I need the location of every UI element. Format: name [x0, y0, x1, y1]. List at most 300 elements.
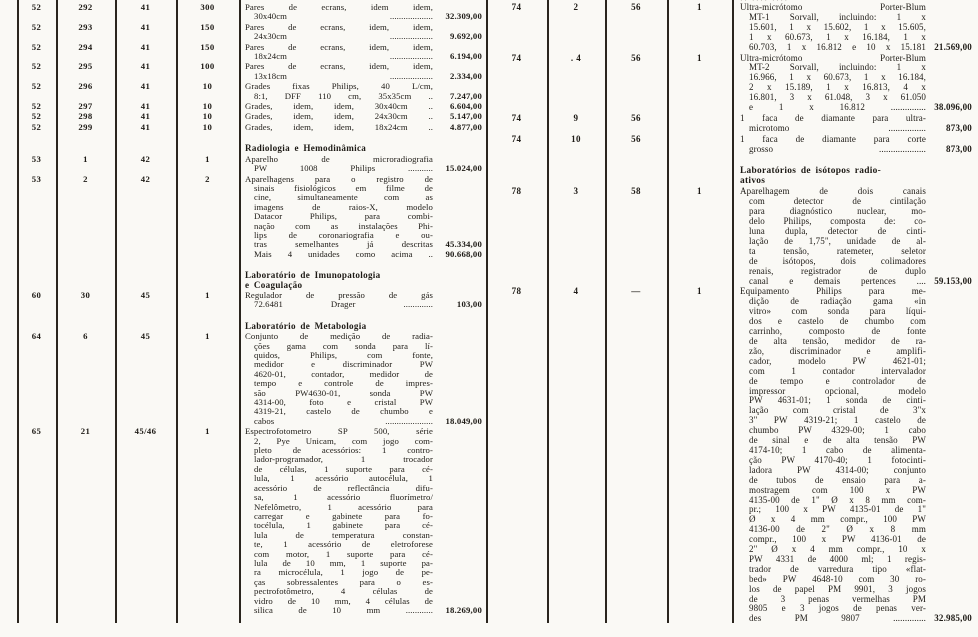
description-lines — [732, 187, 926, 286]
description-line: 16.966, 1 x 60.673, 1 x 16.184, — [749, 72, 926, 83]
description-lines — [239, 23, 433, 42]
col-code-number: 56 — [631, 2, 641, 12]
description-line: bed» PW 4648-10 com 30 ro- — [749, 573, 926, 584]
description-line: lips de coronariografia e ou- — [254, 229, 433, 240]
description-cell — [239, 82, 486, 101]
col-sub-number: 292 — [78, 2, 93, 12]
price-cell — [433, 62, 486, 81]
col-code-number: 42 — [140, 153, 151, 164]
description-line: PW 4331 de 4000 ml; 1 regis- — [749, 553, 926, 564]
col-item-number: 52 — [31, 81, 42, 92]
col-sub-number: 10 — [571, 133, 581, 144]
table-row — [17, 82, 486, 101]
col-sub-number: 295 — [78, 61, 93, 72]
table-row — [17, 123, 486, 132]
description-line: Grades, idem, idem, 24x30cm .. — [245, 111, 433, 122]
table-left-half — [17, 3, 486, 615]
description-lines — [239, 144, 433, 153]
col-item-number: 74 — [511, 2, 522, 12]
description-line: de alta tensão, medidor de ra- — [749, 336, 926, 346]
description-line: são PW4630-01, sonda PW — [254, 387, 433, 398]
col-quantity: 1 — [697, 52, 702, 63]
description-line: pectrofotômetro, 4 células de — [254, 586, 433, 597]
col-sub-number: 6 — [83, 331, 88, 342]
col-quantity: 100 — [200, 61, 215, 72]
section-heading-row — [17, 322, 486, 331]
price-cell — [926, 135, 978, 155]
description-line: sinais fisiológicos em filme de — [254, 182, 433, 193]
col-code-number: 41 — [140, 101, 151, 112]
col-code-number: 56 — [631, 112, 641, 123]
description-line: 4174-10; 1 cabo de alimenta- — [749, 444, 926, 455]
description-lines — [732, 114, 926, 134]
col-code-number: 41 — [140, 2, 151, 12]
description-lines — [239, 3, 433, 22]
description-line: Mais 4 unidades como acima .. — [254, 248, 433, 259]
heading-line: ativos — [740, 175, 766, 186]
price-cell — [433, 322, 486, 331]
description-line: cine, simultaneamente com as — [254, 192, 433, 203]
col-code-number: 56 — [631, 52, 641, 63]
description-cell — [239, 144, 486, 153]
description-line: zão, discriminador e amplifi- — [749, 345, 926, 356]
description-line: de tempo e controlador de — [749, 375, 926, 386]
col-sub-number: 2 — [83, 173, 88, 184]
table-row — [17, 332, 486, 426]
description-line: 15.601, 1 x 15.602, 1 x 15.605, — [749, 21, 926, 32]
price-cell — [926, 3, 978, 53]
col-sub-number: 30 — [80, 289, 91, 300]
col-quantity: 1 — [697, 186, 702, 197]
price-value: 5.147,00 — [449, 111, 482, 122]
price-cell — [433, 82, 486, 101]
description-cell — [239, 175, 486, 260]
description-line: de células, 1 suporte para cé- — [254, 463, 433, 474]
description-line: Equipamento Philips para me- — [740, 286, 926, 297]
col-quantity: 10 — [202, 81, 213, 92]
col-sub-number: 296 — [78, 81, 93, 92]
col-sub-number: 299 — [78, 121, 93, 132]
description-line: vitro» com sonda para líqui- — [749, 306, 926, 317]
description-lines — [239, 175, 433, 260]
col-sub-number: 298 — [78, 111, 93, 122]
description-lines — [239, 82, 433, 101]
description-line: 72.6481 Drager ............. — [254, 299, 433, 310]
table-row — [17, 62, 486, 81]
description-line: 4314-00, foto e cristal PW — [254, 397, 433, 408]
description-line: MT-1 Sorvall, incluindo: 1 x — [749, 11, 926, 22]
price-cell — [433, 175, 486, 260]
description-line: 30x40cm ................... — [254, 11, 433, 22]
description-cell — [239, 112, 486, 121]
col-sub-number: 21 — [80, 426, 91, 437]
description-lines — [732, 54, 926, 113]
description-line: medidor e discriminador PW — [254, 359, 433, 370]
price-value: 873,00 — [946, 143, 972, 154]
description-line: los de papel PM 9901, 3 jogos — [749, 583, 926, 594]
col-sub-number: 297 — [78, 101, 93, 112]
description-line: 2" Ø x 4 mm compr., 10 x — [749, 544, 926, 555]
col-item-number: 53 — [31, 153, 42, 164]
price-value: 2.334,00 — [449, 70, 482, 81]
description-line: Ø x 4 mm compr., 100 PW — [749, 514, 926, 525]
description-cell — [239, 123, 486, 132]
col-sub-number: 2 — [573, 2, 579, 12]
price-cell — [926, 187, 978, 286]
table-row — [486, 135, 978, 155]
description-line: tocélula, 1 gabinete para cé- — [254, 520, 433, 531]
description-line: Grades, idem, idem, 30x40cm .. — [245, 101, 433, 112]
col-code-number: 56 — [631, 133, 641, 144]
description-line: ta tensão, ratemeter, seletor — [749, 245, 926, 256]
col-code-number: 41 — [140, 81, 151, 92]
table-right-half — [486, 3, 978, 624]
description-line: MT-2 Sorvall, incluindo: 1 x — [749, 62, 926, 73]
description-lines — [239, 123, 433, 132]
description-line: Pares de ecrans, idem, idem, — [245, 61, 433, 72]
description-line: 24x30cm ................... — [254, 31, 433, 42]
col-item-number: 78 — [511, 186, 522, 197]
heading-line: Laboratório de Imunopatologia — [245, 270, 381, 281]
description-line: ções gama com sonda para lí- — [254, 340, 433, 351]
description-line: 60.703, 1 x 16.812 e 10 x 15.181 — [749, 41, 926, 52]
col-item-number: 74 — [511, 52, 522, 63]
col-code-number: 42 — [140, 173, 151, 184]
col-code-number: 41 — [140, 121, 151, 132]
col-sub-number: 294 — [78, 41, 93, 52]
description-line: lula de 10 mm, 1 suporte pa- — [254, 557, 433, 568]
col-sub-number: 293 — [78, 21, 93, 32]
col-item-number: 52 — [31, 2, 42, 12]
price-value: 103,00 — [456, 299, 482, 310]
description-cell — [732, 135, 978, 155]
col-item-number: 53 — [31, 173, 42, 184]
description-cell — [732, 3, 978, 53]
description-line: Aparelhagens para o registro de — [245, 173, 433, 184]
price-cell — [433, 332, 486, 426]
description-line: ção PW 4170-40; 1 fotocinti- — [749, 454, 926, 465]
description-line: Regulador de pressão de gás — [245, 289, 433, 300]
price-value: 18.269,00 — [445, 604, 482, 615]
table-row — [486, 3, 978, 53]
description-line: 1 faca de diamante para corte — [740, 133, 926, 144]
description-line: com 1 contador intervalador — [749, 365, 926, 376]
description-line: lula de temperatura constan- — [254, 529, 433, 540]
description-cell — [732, 167, 978, 187]
description-line: 1 x 60.673, 1 x 16.184, 1 x — [749, 31, 926, 42]
description-line: carrinho, composto de fonte — [749, 326, 926, 337]
col-quantity: 1 — [205, 289, 210, 300]
description-lines — [239, 43, 433, 62]
price-cell — [433, 112, 486, 121]
price-cell — [433, 102, 486, 111]
col-quantity: 1 — [205, 426, 210, 437]
description-line: de 3 penas vermelhas PM — [749, 593, 926, 604]
description-line: com detector de cintilação — [749, 196, 926, 207]
description-lines — [732, 167, 926, 187]
col-quantity: 150 — [200, 21, 215, 32]
description-line: pr.; 100 x PW 4135-01 de 1" — [749, 504, 926, 515]
description-line: 1 faca de diamante para ultra- — [740, 112, 926, 123]
description-line: Conjunto de medição de radia- — [245, 331, 433, 342]
description-line: 4136-00 de 2" Ø x 8 mm — [749, 524, 926, 535]
description-line: des PM 9807 .............. — [749, 613, 926, 624]
price-cell — [926, 287, 978, 624]
description-lines — [239, 291, 433, 310]
description-line: imagens de raios-X, modelo — [254, 201, 433, 212]
col-item-number: 52 — [31, 101, 42, 112]
price-value: 59.153,00 — [934, 275, 972, 286]
col-quantity: 1 — [205, 153, 210, 164]
price-cell — [926, 54, 978, 113]
description-cell — [239, 291, 486, 310]
col-quantity: 2 — [205, 173, 210, 184]
col-code-number: 41 — [140, 21, 151, 32]
col-code-number: 41 — [140, 61, 151, 72]
description-lines — [239, 112, 433, 121]
table-row — [17, 23, 486, 42]
price-value: 6.194,00 — [449, 51, 482, 62]
price-value: 90.668,00 — [445, 248, 482, 259]
description-line: renais, registrador de duplo — [749, 265, 926, 276]
description-line: mostragem com 100 x PW — [749, 484, 926, 495]
col-sub-number: . 4 — [570, 52, 582, 63]
description-line: 13x18cm ................... — [254, 70, 433, 81]
col-quantity: 10 — [202, 111, 213, 122]
price-value: 9.692,00 — [449, 31, 482, 42]
description-line: silica de 10 mm ............ — [254, 604, 433, 615]
description-line: de isótopos, dois colimadores — [749, 255, 926, 266]
col-code-number: 45/46 — [134, 426, 157, 437]
price-cell — [433, 3, 486, 22]
description-line: 18x24cm ................... — [254, 51, 433, 62]
description-line: Nefelômetro, 1 acessório para — [254, 501, 433, 512]
description-lines — [732, 287, 926, 624]
description-line: lação com cristal de 3"x — [749, 405, 926, 416]
col-quantity: 1 — [697, 286, 702, 297]
description-line: compr., 100 x PW 4136-01 de — [749, 534, 926, 545]
description-line: tempo e controle de impres- — [254, 378, 433, 389]
description-line: sa, 1 acessório fluorímetro/ — [254, 492, 433, 503]
description-line: Aparelhagem de dois canais — [740, 186, 926, 197]
description-cell — [239, 102, 486, 111]
description-line: Datacor Philips, para combi- — [254, 211, 433, 222]
description-line: 3" PW 4319-21; 1 castelo de — [749, 415, 926, 426]
price-value: 4.877,00 — [449, 121, 482, 132]
heading-line: Radiologia e Hemodinâmica — [245, 143, 367, 154]
price-cell — [433, 291, 486, 310]
description-lines — [239, 62, 433, 81]
description-lines — [239, 427, 433, 615]
price-value: 32.985,00 — [934, 613, 972, 624]
table-row — [17, 291, 486, 310]
description-line: acessório de reflectância difu- — [254, 482, 433, 493]
table-row — [17, 155, 486, 174]
description-line: 2, Pye Unicam, com jogo com- — [254, 435, 433, 446]
price-value: 873,00 — [946, 122, 972, 133]
col-code-number: — — [631, 286, 641, 297]
col-item-number: 78 — [511, 286, 522, 297]
description-line: para diagnóstico nuclear, mo- — [749, 206, 926, 217]
description-line: carregar e gabinete para fo- — [254, 510, 433, 521]
section-heading-row — [17, 144, 486, 153]
col-code-number: 58 — [631, 186, 641, 197]
description-lines — [239, 322, 433, 331]
description-line: quidos, Philips, com fonte, — [254, 350, 433, 360]
description-line: dição de radiação gama «in — [749, 296, 926, 307]
heading-line: Laboratório de Metabologia — [245, 320, 367, 331]
description-line: lação de 1,75", unidade de al- — [749, 235, 926, 246]
col-sub-number: 3 — [573, 186, 579, 197]
description-cell — [239, 332, 486, 426]
description-line: 9805 e 3 jogos de penas ver- — [749, 603, 926, 614]
description-line: 8:1, DFF 110 cm, 35x35cm .. — [254, 90, 433, 101]
col-quantity: 300 — [200, 2, 215, 12]
description-line: 4135-00 de 1" Ø x 8 mm com- — [749, 494, 926, 505]
description-cell — [239, 271, 486, 290]
price-value: 45.334,00 — [445, 239, 482, 250]
price-value: 18.049,00 — [445, 415, 482, 426]
description-line: grosso .................... — [749, 143, 926, 154]
price-cell — [926, 167, 978, 187]
description-line: impressor opcional, modelo — [749, 385, 926, 396]
description-cell — [239, 43, 486, 62]
col-code-number: 41 — [140, 41, 151, 52]
col-quantity: 1 — [697, 2, 702, 12]
table-row — [17, 43, 486, 62]
description-line: PW 1008 Philips ........... — [254, 163, 433, 174]
col-code-number: 41 — [140, 111, 151, 122]
description-line: Ultra-micrótomo Porter-Blum — [740, 52, 926, 63]
description-cell — [732, 54, 978, 113]
col-quantity: 10 — [202, 101, 213, 112]
col-item-number: 74 — [511, 112, 522, 123]
description-line: cador, modelo PW 4621-01; — [749, 355, 926, 366]
description-line: 16.801, 3 x 61.048, 3 x 61.050 — [749, 92, 926, 103]
description-lines — [239, 102, 433, 111]
price-value: 21.569,00 — [934, 41, 972, 52]
col-item-number: 52 — [31, 21, 42, 32]
price-value: 38.096,00 — [934, 102, 972, 113]
table-row — [486, 54, 978, 113]
description-line: lador-programador, 1 trocador — [254, 454, 433, 465]
description-line: Aparelho de microradiografia — [245, 153, 433, 164]
description-line: Ultra-micrótomo Porter-Blum — [740, 2, 926, 12]
col-item-number: 52 — [31, 41, 42, 52]
description-line: tras semelhantes já descritas — [254, 239, 433, 250]
col-item-number: 65 — [31, 426, 42, 437]
description-lines — [239, 271, 433, 290]
description-cell — [732, 287, 978, 624]
price-cell — [433, 23, 486, 42]
description-line: ra microcélula, 1 jogo de pe- — [254, 567, 433, 578]
table-row — [17, 3, 486, 22]
description-line: Grades, idem, idem, 18x24cm .. — [245, 121, 433, 132]
col-sub-number: 9 — [573, 112, 579, 123]
col-sub-number: 1 — [83, 153, 88, 164]
description-lines — [732, 135, 926, 155]
description-line: nação com as instalações Phi- — [254, 220, 433, 231]
description-line: Pares de ecrans, idem idem, — [245, 2, 433, 12]
price-value: 32.309,00 — [445, 11, 482, 22]
col-item-number: 60 — [31, 289, 42, 300]
price-cell — [926, 114, 978, 134]
col-item-number: 64 — [31, 331, 42, 342]
description-line: 4620-01, contador, medidor de — [254, 368, 433, 379]
heading-line: Laboratórios de isótopos radio- — [740, 165, 882, 176]
description-cell — [239, 322, 486, 331]
section-heading-row — [17, 271, 486, 290]
price-value: 6.604,00 — [449, 101, 482, 112]
price-value: 7.247,00 — [449, 90, 482, 101]
description-line: de sinal e de alta tensão PW — [749, 435, 926, 446]
table-row — [486, 287, 978, 624]
description-cell — [732, 114, 978, 134]
description-line: com motor, 1 suporte para cé- — [254, 548, 433, 559]
description-cell — [239, 155, 486, 174]
col-quantity: 10 — [202, 121, 213, 132]
table-row — [17, 175, 486, 260]
col-quantity: 1 — [205, 331, 210, 342]
col-code-number: 45 — [140, 289, 151, 300]
description-line: de tubos de ensaio para a- — [749, 474, 926, 485]
description-cell — [239, 62, 486, 81]
description-line: Pares de ecrans, idem, idem, — [245, 21, 433, 32]
description-cell — [239, 23, 486, 42]
col-item-number: 52 — [31, 121, 42, 132]
description-line: 2 x 15.189, 1 x 16.813, 4 x — [749, 82, 926, 93]
description-line: delo Philips, composta de: co- — [749, 216, 926, 227]
description-line: lula, 1 acessório autocélula, 1 — [254, 473, 433, 484]
description-lines — [732, 3, 926, 53]
description-line: 4319-21, castelo de chumbo e — [254, 406, 433, 417]
description-line: luna dupla, detector de cinti- — [749, 226, 926, 237]
description-line: dos e castelo de chumbo com — [749, 316, 926, 327]
description-cell — [239, 3, 486, 22]
price-cell — [433, 43, 486, 62]
description-line: trador de varredura tipo «flat- — [749, 563, 926, 574]
price-cell — [433, 123, 486, 132]
description-line: PW 4631-01; 1 sonda de cinti- — [749, 395, 926, 406]
price-cell — [433, 155, 486, 174]
description-line: canal e demais pertences .... — [749, 275, 926, 286]
table-row — [486, 187, 978, 286]
table-row — [486, 114, 978, 134]
description-line: Grades fixas Philips, 40 L/cm, — [245, 81, 433, 92]
col-sub-number: 4 — [573, 286, 579, 297]
col-code-number: 45 — [140, 331, 151, 342]
description-line: microtomo ................ — [749, 122, 926, 133]
description-line: chumbo PW 4329-00; 1 cabo — [749, 425, 926, 436]
description-line: Espectrofotometro SP 500, série — [245, 426, 433, 437]
table-row — [17, 427, 486, 615]
description-cell — [732, 187, 978, 286]
section-heading-row — [486, 167, 978, 187]
description-line: cabos ..................... — [254, 415, 433, 426]
table-row — [17, 112, 486, 121]
description-lines — [239, 332, 433, 426]
price-value: 15.024,00 — [445, 163, 482, 174]
price-cell — [433, 144, 486, 153]
description-line: vidro de 10 mm, 4 células de — [254, 595, 433, 606]
col-item-number: 74 — [511, 133, 522, 144]
price-cell — [433, 271, 486, 290]
description-lines — [239, 155, 433, 174]
col-item-number: 52 — [31, 111, 42, 122]
description-line: te, 1 acessório de eletroforese — [254, 539, 433, 550]
table-row — [17, 102, 486, 111]
price-cell — [433, 427, 486, 615]
